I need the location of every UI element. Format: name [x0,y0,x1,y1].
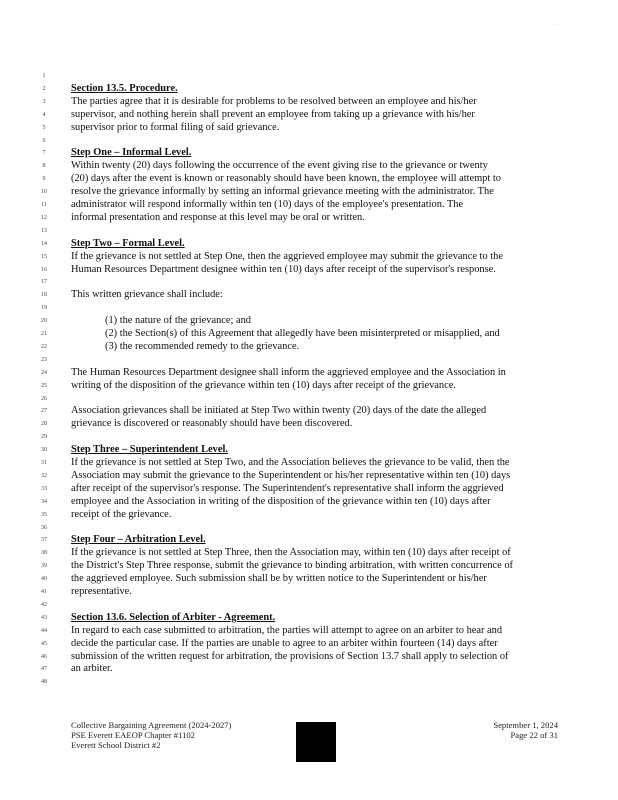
line-number: 40 [41,576,47,583]
line-number: 46 [41,653,47,660]
line-number: 13 [41,227,47,234]
section-heading: Step Two – Formal Level. [71,237,185,249]
line-number: 35 [41,511,47,518]
section-heading: Section 13.6. Selection of Arbiter - Agreement. [71,611,276,623]
line-number: 38 [41,550,47,557]
body-text-line: writing of the disposition of the grievance within ten (10) days after receipt of the grievance. [71,379,456,391]
footer-agreement: Collective Bargaining Agreement (2024-2027) [71,720,232,730]
line-number: 16 [41,266,47,273]
body-text-line: supervisor, and nothing herein shall prevent an employee from taking up a grievance with his/her [71,108,475,120]
body-text-line: In regard to each case submitted to arbitration, the parties will attempt to agree on an arbiter to hear and [71,624,503,636]
line-number: 36 [41,524,47,531]
body-text-line: submission of the written request for arbitration, the provisions of Section 13.7 shall apply to selection of [71,650,509,662]
line-number: 29 [41,434,47,441]
line-number: 10 [41,189,47,196]
line-number: 25 [41,382,47,389]
line-number: 39 [41,563,47,570]
body-text-line: supervisor prior to formal filing of said grievance. [71,121,280,133]
line-number: 22 [41,343,47,350]
body-text-line: employee and the Association in writing of the disposition of the grievance within ten (10) days after [71,495,491,507]
body-text-line: If the grievance is not settled at Step Two, and the Association believes the grievance to be valid, then the [71,457,510,468]
line-number: 47 [41,666,47,673]
body-text-line: (2) the Section(s) of this Agreement that allegedly have been misinterpreted or misapplied, and [105,328,500,339]
footer-page-number: Page 22 of 31 [510,730,558,740]
line-number: 17 [41,279,47,286]
body-text-line: representative. [71,586,132,597]
line-number: 14 [41,240,47,247]
line-number: 9 [42,176,46,183]
body-text-line: decide the particular case. If the parties are unable to agree to an arbiter within fourteen (14) days after [71,637,498,649]
line-number: 34 [41,498,47,505]
body-text-line: (3) the recommended remedy to the grievance. [105,340,300,352]
body-text-line: Human Resources Department designee within ten (10) days after receipt of the supervisor's response. [71,263,496,275]
body-text-line: Within twenty (20) days following the occurrence of the event giving rise to the grievance or twenty [71,160,488,172]
footer-district: Everett School District #2 [71,740,161,750]
line-number: 19 [41,305,47,312]
line-number: 44 [41,627,47,634]
footer-date: September 1, 2024 [493,720,558,730]
line-number: 37 [41,537,47,544]
line-number: 15 [41,253,47,260]
line-number: 27 [41,408,47,415]
line-number: 3 [42,98,46,105]
line-number: 6 [42,137,46,144]
body-text-line: If the grievance is not settled at Step One, then the aggrieved employee may submit the grievance to the [71,250,503,262]
section-heading: Step Four – Arbitration Level. [71,534,206,546]
body-text-line: receipt of the grievance. [71,508,172,520]
body-text-line: Association may submit the grievance to the Superintendent or his/her representative within ten (10) days [71,469,511,481]
body-text-line: Association grievances shall be initiated at Step Two within twenty (20) days of the date the alleged [71,405,487,417]
footer-chapter: PSE Everett EAEOP Chapter #1102 [71,730,195,740]
body-text-line: the aggrieved employee. Such submission shall be by written notice to the Superintendent or his/her [71,573,487,585]
body-text-line: administrator will respond informally within ten (10) days of the employee's presentation. The [71,199,464,210]
line-number: 41 [41,589,47,595]
footer-right [493,720,558,740]
line-number: 4 [42,111,46,118]
line-number: 43 [41,614,47,621]
line-number: 48 [41,679,47,686]
body-text-line: grievance is discovered or reasonably should have been discovered. [71,418,353,430]
line-number: 11 [41,202,47,208]
line-number: 21 [41,331,47,337]
body-text-line: This written grievance shall include: [71,289,223,301]
line-number: 2 [42,85,46,92]
line-number: 28 [41,421,47,428]
line-number: 5 [42,124,46,131]
footer-left [71,720,231,750]
body-text-line: (1) the nature of the grievance; and [105,315,251,327]
line-number: 33 [41,485,47,492]
line-number: 31 [41,460,47,466]
line-number: 23 [41,356,47,363]
line-number: 32 [41,472,47,479]
line-number: 7 [42,150,46,157]
body-text-line: (20) days after the event is known or reasonably should have been known, the employee will attempt to [71,173,501,185]
line-number: 45 [41,640,47,647]
body-text-line: The Human Resources Department designee shall inform the aggrieved employee and the Association in [71,366,506,378]
line-number: 12 [41,214,47,221]
line-number: 30 [41,447,47,454]
body-text-line: an arbiter. [71,663,113,675]
corner-mark: · · [552,22,558,28]
body-text-line: The parties agree that it is desirable for problems to be resolved between an employee and his/her [71,95,477,107]
black-stamp [296,722,336,762]
line-number: 18 [41,292,47,299]
line-number: 26 [41,395,47,402]
section-heading: Step One – Informal Level. [71,147,192,159]
line-number: 20 [41,318,47,325]
line-number: 42 [41,601,47,608]
body-text-line: after receipt of the supervisor's response. The Superintendent's representative shall inform the aggrieved [71,482,504,494]
body-text-line: informal presentation and response at this level may be oral or written. [71,211,365,223]
section-heading: Step Three – Superintendent Level. [71,444,228,456]
line-number: 8 [42,163,46,170]
line-number: 24 [41,369,47,376]
body-text-line: resolve the grievance informally by setting an informal grievance meeting with the administrator. The [71,186,494,198]
line-number: 1 [42,73,46,79]
body-text-line: If the grievance is not settled at Step Three, then the Association may, within ten (10) days after receipt of [71,547,511,559]
section-heading: Section 13.5. Procedure. [71,82,178,94]
body-text-line: the District's Step Three response, submit the grievance to binding arbitration, with written concurrence of [71,560,514,572]
